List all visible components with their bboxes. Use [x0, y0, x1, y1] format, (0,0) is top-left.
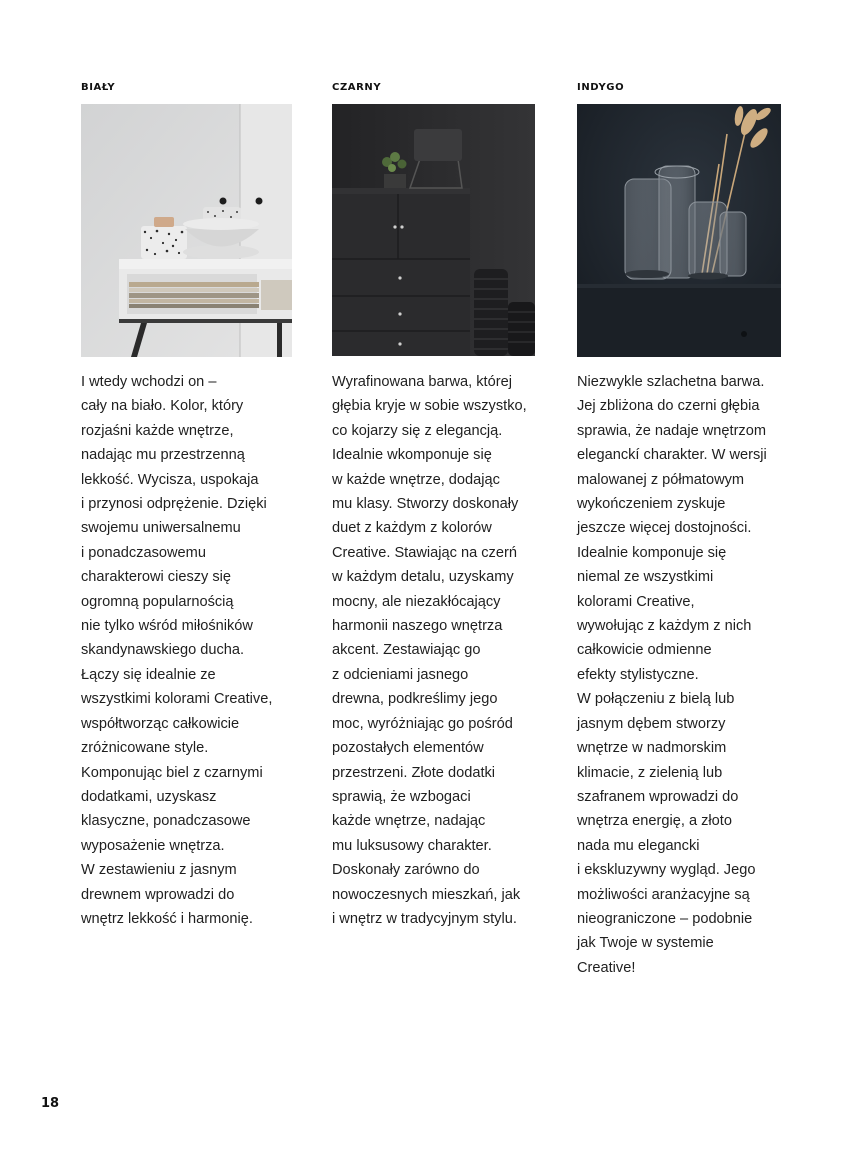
column-body-text: Niezwykle szlachetna barwa. Jej zbliżona do czerni głębia sprawia, że nadaje wnętrzom eleganckí charakter. W wersji malowanej z półmatowym wykończeniem zyskuje jeszcze więcej dostojności. Idealnie komponuje się niemal ze wszystkimi kolorami Creative, wywołując z każdym z nich całkowicie odmienne efekty stylistyczne. W połączeniu z bielą lub jasnym dębem stworzy wnętrze w nadmorskim klimacie, z zielenią lub szafranem wprowadzi do wnętrza energię, a złoto nada mu elegancki i ekskluzywny wygląd. Jego możliwości aranżacyjne są nieograniczone – podobnie jak Twoje w systemie Creative!	[577, 374, 767, 976]
indigo-vases-photo	[577, 104, 781, 357]
black-cabinet-photo	[332, 104, 535, 356]
column-heading: INDYGO	[577, 82, 625, 93]
page-number: 18	[41, 1096, 60, 1111]
white-furniture-photo	[81, 104, 292, 357]
column-heading: CZARNY	[332, 82, 382, 93]
column-heading: BIAŁY	[81, 82, 116, 93]
column-body-text: Wyrafinowana barwa, której głębia kryje w sobie wszystko, co kojarzy się z elegancją. Idealnie wkomponuje się w każde wnętrze, dodając mu klasy. Stworzy doskonały duet z każdym z kolorów Creative. Stawiając na czerń w każdym detalu, uzyskamy mocny, ale niezakłócający harmonii naszego wnętrza akcent. Zestawiając go z odcieniami jasnego drewna, podkreślimy jego moc, wyróżniając go pośród pozostałych elementów przestrzeni. Złote dodatki sprawią, że wzbogaci każde wnętrze, nadając mu luksusowy charakter. Doskonały zarówno do nowoczesnych mieszkań, jak i wnętrz w tradycyjnym stylu.	[332, 374, 527, 927]
column-body-text: I wtedy wchodzi on – cały na biało. Kolor, który rozjaśni każde wnętrze, nadając mu przestrzenną lekkość. Wycisza, uspokaja i przynosi odprężenie. Dzięki swojemu uniwersalnemu i ponadczasowemu charakterowi cieszy się ogromną popularnością nie tylko wśród miłośników skandynawskiego ducha. Łączy się idealnie ze wszystkimi kolorami Creative, współtworząc całkowicie zróżnicowane style. Komponując biel z czarnymi dodatkami, uzyskasz klasyczne, ponadczasowe wyposażenie wnętrza. W zestawieniu z jasnym drewnem wprowadzi do wnętrz lekkość i harmonię.	[81, 374, 273, 927]
